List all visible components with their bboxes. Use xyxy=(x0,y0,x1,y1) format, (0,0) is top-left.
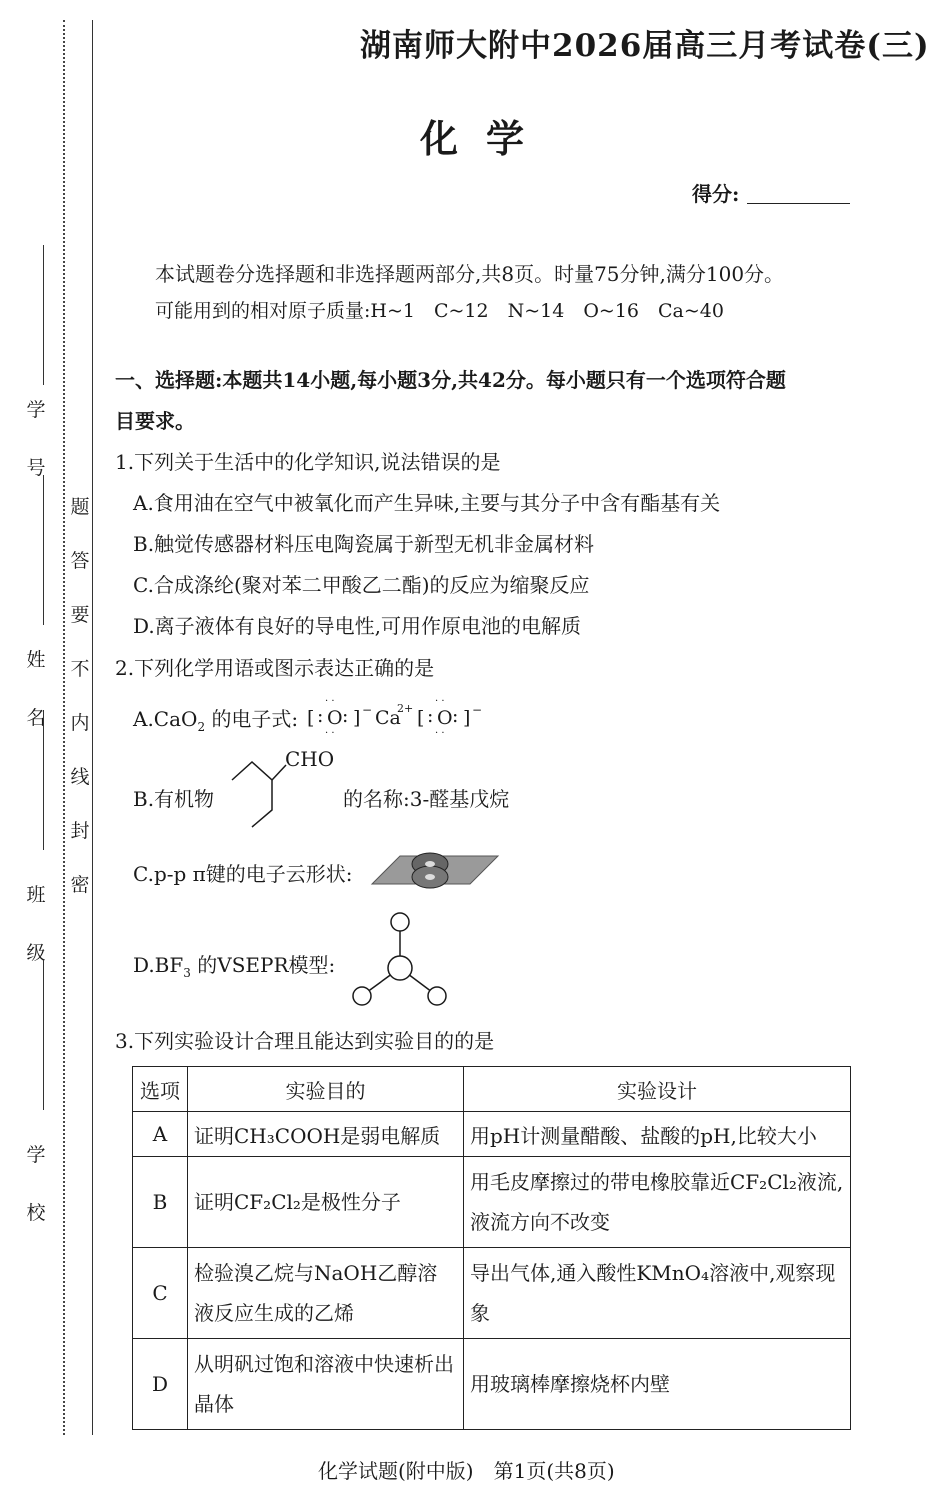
seal-dotted-line xyxy=(63,20,65,1435)
seal-char: 密 xyxy=(70,874,90,896)
cho-group-label: CHO xyxy=(285,747,335,771)
q2-option-b-prefix: B.有机物 xyxy=(133,787,215,811)
svg-text:· ·: · · xyxy=(435,696,445,707)
cell-purpose: 检验溴乙烷与NaOH乙醇溶液反应生成的乙烯 xyxy=(188,1248,464,1339)
svg-text:· ·: · · xyxy=(325,728,335,739)
seal-char: 要 xyxy=(70,604,90,626)
seal-notice xyxy=(70,480,90,912)
seal-char: 不 xyxy=(70,658,90,680)
cell-option: D xyxy=(133,1339,188,1430)
svg-text:· ·: · · xyxy=(435,728,445,739)
subject-title: 化学 xyxy=(420,116,553,161)
svg-text:· ·: · · xyxy=(325,696,335,707)
svg-text:O: O xyxy=(437,707,453,729)
header-option: 选项 xyxy=(133,1067,188,1112)
field-char: 学 号 xyxy=(26,399,46,479)
cell-design: 导出气体,通入酸性KMnO₄溶液中,观察现象 xyxy=(464,1248,851,1339)
svg-text::: : xyxy=(342,705,349,727)
svg-text:]: ] xyxy=(463,707,471,729)
q2-option-a: A.CaO$_2$ 的电子式: xyxy=(133,707,299,734)
q1-option-d: D.离子液体有良好的导电性,可用作原电池的电解质 xyxy=(133,614,582,638)
svg-text::: : xyxy=(452,705,459,727)
page-footer: 化学试题(附中版) 第1页(共8页) xyxy=(318,1459,615,1483)
cell-purpose: 证明CH₃COOH是弱电解质 xyxy=(188,1112,464,1157)
seal-char: 题 xyxy=(70,496,90,518)
table-row xyxy=(133,1339,851,1430)
svg-text:2+: 2+ xyxy=(397,702,414,715)
q1-stem: 1.下列关于生活中的化学知识,说法错误的是 xyxy=(115,450,501,474)
q3-table xyxy=(132,1066,851,1430)
svg-text:−: − xyxy=(362,703,373,717)
table-row xyxy=(133,1112,851,1157)
cell-option: B xyxy=(133,1157,188,1248)
svg-text:[: [ xyxy=(307,707,315,729)
score-label: 得分: xyxy=(692,182,740,206)
section-heading-line-1: 一、选择题:本题共14小题,每小题3分,共42分。每小题只有一个选项符合题 xyxy=(115,368,786,392)
section-heading-line-2: 目要求。 xyxy=(115,409,195,433)
table-row xyxy=(133,1157,851,1248)
q2-option-b-suffix: 的名称:3-醛基戊烷 xyxy=(343,787,510,811)
field-label-name xyxy=(24,645,48,761)
field-label-student-id xyxy=(24,395,48,511)
q1-option-c: C.合成涤纶(聚对苯二甲酸乙二酯)的反应为缩聚反应 xyxy=(133,573,590,597)
table-header-row xyxy=(133,1067,851,1112)
field-char: 班 级 xyxy=(26,884,46,964)
seal-char: 答 xyxy=(70,550,90,572)
field-char: 学 校 xyxy=(26,1144,46,1224)
exam-title: 湖南师大附中2026届高三月考试卷(三) xyxy=(360,28,930,64)
field-line-student-id[interactable] xyxy=(43,245,44,385)
q2-stem: 2.下列化学用语或图示表达正确的是 xyxy=(115,656,435,680)
field-label-school xyxy=(24,1140,48,1256)
field-line-class[interactable] xyxy=(43,960,44,1110)
cell-purpose: 从明矾过饱和溶液中快速析出晶体 xyxy=(188,1339,464,1430)
seal-char: 封 xyxy=(70,820,90,842)
q1-option-a: A.食用油在空气中被氧化而产生异味,主要与其分子中含有酯基有关 xyxy=(133,491,721,515)
header-purpose: 实验目的 xyxy=(188,1067,464,1112)
formula-oxygen: O xyxy=(327,707,343,729)
field-line-name-top xyxy=(43,475,44,625)
field-line-name[interactable] xyxy=(43,710,44,850)
seal-char: 线 xyxy=(70,766,90,788)
seal-char: 内 xyxy=(70,712,90,734)
q3-stem: 3.下列实验设计合理且能达到实验目的的是 xyxy=(115,1029,495,1053)
q2-option-c: C.p-p π键的电子云形状: xyxy=(133,862,353,886)
field-label-class xyxy=(24,880,48,996)
svg-text:]: ] xyxy=(353,707,361,729)
score-blank[interactable] xyxy=(747,203,850,204)
electron-dot-formula xyxy=(305,692,495,740)
cell-purpose: 证明CF₂Cl₂是极性分子 xyxy=(188,1157,464,1248)
cell-design: 用pH计测量醋酸、盐酸的pH,比较大小 xyxy=(464,1112,851,1157)
cell-option: A xyxy=(133,1112,188,1157)
option-a-prefix: A.CaO xyxy=(133,707,198,731)
option-d-suffix: 的VSEPR模型: xyxy=(197,953,336,977)
svg-text:[: [ xyxy=(417,707,425,729)
option-a-suffix: 的电子式: xyxy=(211,707,299,731)
header-design: 实验设计 xyxy=(464,1067,851,1112)
q2-option-d: $D.BF_3$ 的VSEPR模型: xyxy=(133,953,336,980)
intro-line-1: 本试题卷分选择题和非选择题两部分,共8页。时量75分钟,满分100分。 xyxy=(155,262,785,286)
cell-option: C xyxy=(133,1248,188,1339)
table-row xyxy=(133,1248,851,1339)
pi-bond-cloud-diagram xyxy=(370,846,500,894)
cell-design: 用玻璃棒摩擦烧杯内壁 xyxy=(464,1339,851,1430)
svg-text:−: − xyxy=(472,703,483,717)
option-d-prefix: D.BF xyxy=(133,953,184,977)
seal-solid-line xyxy=(92,20,93,1435)
vsepr-model-diagram xyxy=(350,910,450,1008)
q1-option-b: B.触觉传感器材料压电陶瓷属于新型无机非金属材料 xyxy=(133,532,595,556)
intro-line-2: 可能用到的相对原子质量:H~1 C~12 N~14 O~16 Ca~40 xyxy=(155,300,724,322)
formula-calcium: Ca xyxy=(375,707,401,729)
svg-text::: : xyxy=(317,705,324,727)
cell-design: 用毛皮摩擦过的带电橡胶靠近CF₂Cl₂液流,液流方向不改变 xyxy=(464,1157,851,1248)
field-char: 姓 名 xyxy=(26,649,46,729)
svg-text::: : xyxy=(427,705,434,727)
